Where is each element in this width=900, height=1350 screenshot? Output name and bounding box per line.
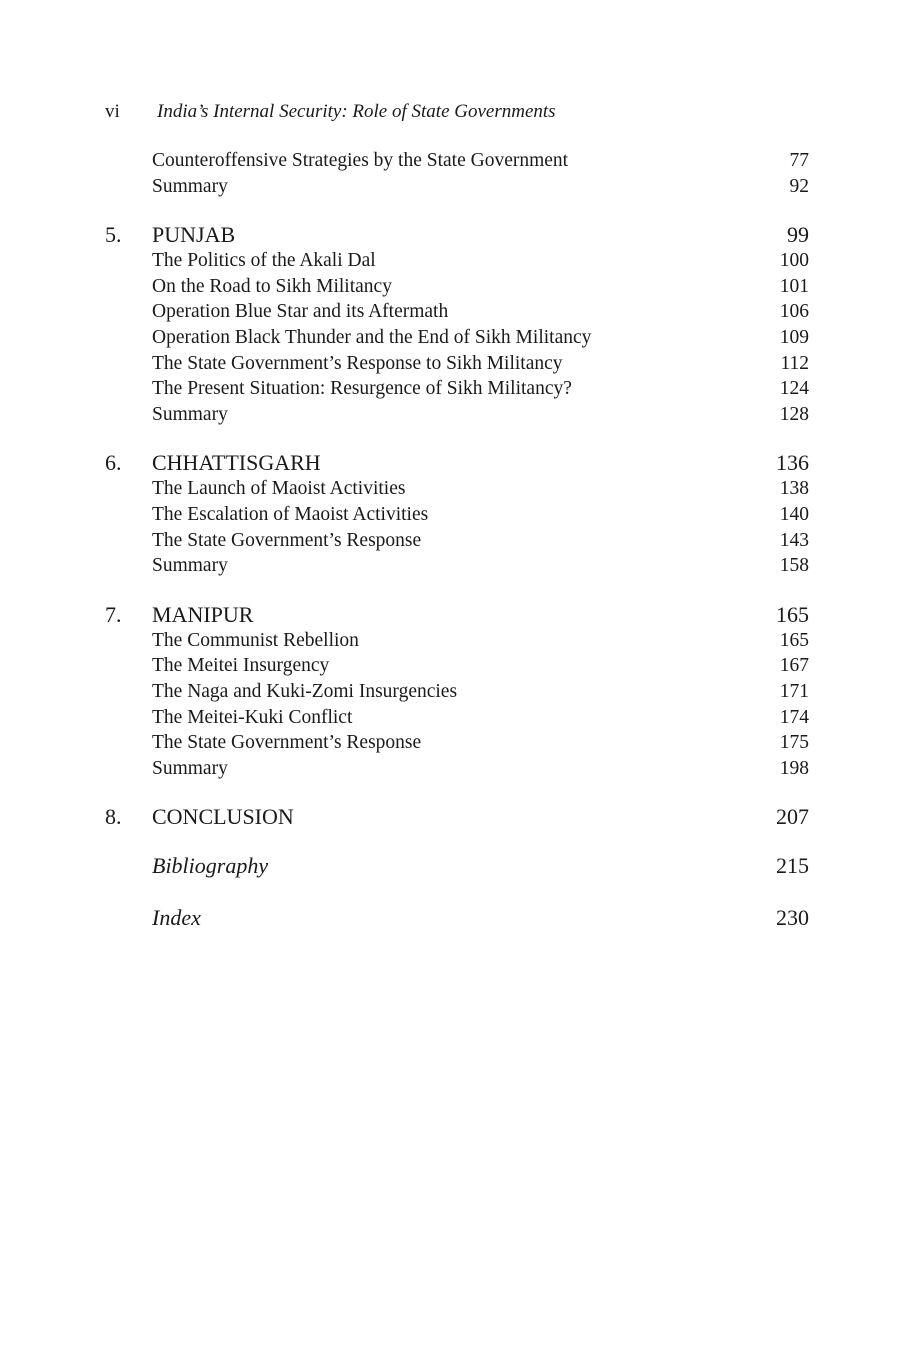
chapter-page: 136: [776, 450, 809, 476]
chapter-page: 207: [776, 804, 809, 830]
chapter-page: 165: [776, 601, 809, 627]
toc-entry-page: 92: [789, 175, 809, 197]
toc-entry-page: 77: [789, 150, 809, 171]
toc-entry-title: The Escalation of Maoist Activities: [152, 503, 429, 525]
toc-entry[interactable]: [105, 502, 809, 528]
toc-chapter[interactable]: [105, 804, 809, 830]
toc-entry-page: 158: [779, 555, 809, 577]
toc-entry-title: The Launch of Maoist Activities: [152, 478, 406, 500]
toc-entry-page: 106: [779, 301, 809, 323]
toc-entry[interactable]: [105, 148, 809, 174]
chapter-number: 5.: [105, 222, 122, 248]
toc-entry[interactable]: [105, 299, 809, 325]
toc-entry-title: The Present Situation: Resurgence of Sikh Militancy?: [152, 378, 572, 400]
toc-entry-page: 167: [779, 655, 809, 677]
toc-entry[interactable]: [105, 476, 809, 502]
toc-entry-page: 112: [780, 352, 809, 374]
toc-entry[interactable]: [105, 679, 809, 705]
toc-entry[interactable]: [105, 730, 809, 756]
toc-entry-title: The State Government’s Response: [152, 529, 422, 551]
toc-entry-title: Summary: [152, 757, 228, 779]
backmatter-page: 230: [776, 905, 809, 931]
toc-entry-title: The Communist Rebellion: [152, 629, 359, 651]
chapter-number: 7.: [105, 601, 122, 627]
toc-entry-title: On the Road to Sikh Militancy: [152, 275, 392, 297]
toc-entry[interactable]: [105, 351, 809, 377]
toc-entry[interactable]: [105, 705, 809, 731]
backmatter-page: 215: [776, 853, 809, 879]
toc-entry-title: The Meitei Insurgency: [152, 655, 330, 677]
toc-entry-page: 143: [779, 529, 809, 551]
toc-entry[interactable]: [105, 628, 809, 654]
toc-entry-title: The Politics of the Akali Dal: [152, 250, 376, 272]
toc-entry-page: 124: [779, 378, 809, 400]
toc-entry-title: The Naga and Kuki-Zomi Insurgencies: [152, 680, 458, 702]
toc-entry[interactable]: [105, 376, 809, 402]
backmatter-title: Index: [152, 905, 201, 931]
toc-entry-title: Summary: [152, 403, 228, 425]
toc-chapter[interactable]: [105, 450, 809, 476]
toc-entry-title: Summary: [152, 555, 228, 577]
toc-entry-title: The State Government’s Response to Sikh Militancy: [152, 352, 563, 374]
toc-backmatter-bibliography[interactable]: [105, 851, 809, 881]
book-title: India’s Internal Security: Role of State Governments: [157, 101, 556, 122]
toc-entry-page: 128: [779, 403, 809, 425]
toc-entry[interactable]: [105, 653, 809, 679]
toc-entry-title: Operation Blue Star and its Aftermath: [152, 301, 449, 323]
toc-entry-title: Counteroffensive Strategies by the State Government: [152, 150, 569, 171]
toc-chapter[interactable]: [105, 222, 809, 248]
toc-entry[interactable]: [105, 756, 809, 782]
toc-entry-page: 165: [779, 629, 809, 651]
toc-entry-page: 198: [779, 757, 809, 779]
toc-entry-page: 100: [779, 250, 809, 272]
toc-entry-title: Summary: [152, 175, 228, 197]
toc-entry-page: 109: [779, 326, 809, 348]
chapter-title: PUNJAB: [152, 222, 236, 248]
toc-chapter[interactable]: [105, 602, 809, 628]
toc-entry-page: 174: [779, 706, 809, 728]
toc-entry-title: The Meitei-Kuki Conflict: [152, 706, 353, 728]
chapter-page: 99: [787, 222, 809, 248]
toc-entry[interactable]: [105, 553, 809, 579]
toc-entry-page: 138: [779, 478, 809, 500]
toc-entry-page: 101: [779, 275, 809, 297]
toc-entry[interactable]: [105, 402, 809, 428]
backmatter-title: Bibliography: [152, 853, 269, 879]
toc-entry-title: The State Government’s Response: [152, 732, 422, 754]
chapter-title: CHHATTISGARH: [152, 450, 321, 476]
toc-entry-title: Operation Black Thunder and the End of Sikh Militancy: [152, 326, 592, 348]
page-folio: vi: [105, 101, 120, 122]
toc-entry-page: 171: [779, 680, 809, 702]
toc-entry[interactable]: [105, 325, 809, 351]
toc-entry[interactable]: [105, 274, 809, 300]
toc-entry[interactable]: [105, 174, 809, 200]
toc-entry-page: 140: [779, 503, 809, 525]
chapter-title: MANIPUR: [152, 601, 254, 627]
toc-entry[interactable]: [105, 248, 809, 274]
toc-entry[interactable]: [105, 528, 809, 554]
chapter-number: 6.: [105, 450, 122, 476]
toc-backmatter-index[interactable]: [105, 903, 809, 933]
running-head: [105, 100, 556, 124]
table-of-contents: [105, 148, 809, 933]
chapter-number: 8.: [105, 804, 122, 830]
chapter-title: CONCLUSION: [152, 804, 294, 830]
toc-entry-page: 175: [779, 732, 809, 754]
